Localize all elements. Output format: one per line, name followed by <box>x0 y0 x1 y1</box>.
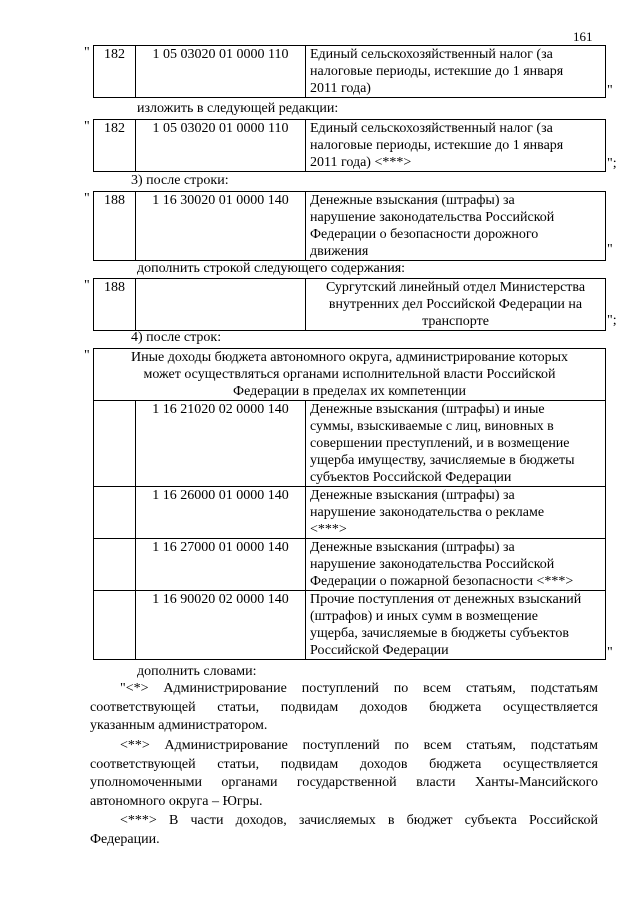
close-quote: " <box>607 242 613 257</box>
table-row <box>94 487 606 539</box>
income-name-line: Единый сельскохозяйственный налог (за <box>310 121 553 136</box>
income-name-line: нарушение законодательства Российской <box>310 210 555 225</box>
open-quote: " <box>84 348 90 363</box>
section-heading-line: Федерации в пределах их компетенции <box>233 384 466 399</box>
footnote-line: уполномоченными органами государственной власти Ханты-Мансийского <box>90 775 598 790</box>
income-name-line: 2011 года) <***> <box>310 155 412 170</box>
page-number: 161 <box>573 29 593 44</box>
close-quote-semicolon: "; <box>607 156 617 171</box>
table-block-5 <box>93 348 606 660</box>
income-name-line: 2011 года) <box>310 81 371 96</box>
table-row <box>94 591 606 660</box>
instruction-text: дополнить строкой следующего содержания: <box>137 261 406 276</box>
instruction-text: дополнить словами: <box>137 664 257 679</box>
footnote-line: указанным администратором. <box>90 718 268 733</box>
income-name <box>306 192 606 261</box>
income-name-line: налоговые периоды, истекшие до 1 января <box>310 138 564 153</box>
kbk-code: 1 16 90020 02 0000 140 <box>136 591 306 660</box>
table-row <box>94 539 606 591</box>
kbk-code: 1 16 21020 02 0000 140 <box>136 401 306 487</box>
instruction-text: изложить в следующей редакции: <box>137 101 339 116</box>
income-name-line: нарушение законодательства о рекламе <box>310 505 545 520</box>
kbk-code <box>136 279 306 331</box>
row-number <box>94 591 136 660</box>
section-heading-line: может осуществляться органами исполнительной власти Российской <box>143 367 556 382</box>
income-name-line: Российской Федерации <box>310 643 449 658</box>
section-heading <box>94 349 606 401</box>
open-quote: " <box>84 119 90 134</box>
close-quote-semicolon: "; <box>607 313 617 328</box>
instruction-text: 3) после строки: <box>131 173 229 188</box>
income-name-line: Денежные взыскания (штрафы) за <box>310 540 515 555</box>
table-row <box>94 401 606 487</box>
footnote-line: автономного округа – Югры. <box>90 793 263 809</box>
table-block-4 <box>93 278 606 331</box>
income-name <box>306 591 606 660</box>
income-name-line: Единый сельскохозяйственный налог (за <box>310 47 553 62</box>
income-name-line: Прочие поступления от денежных взысканий <box>310 592 582 607</box>
income-name <box>306 120 606 172</box>
income-name-line: движения <box>310 244 369 259</box>
income-name <box>306 487 606 539</box>
close-quote: " <box>607 83 613 98</box>
income-name-line: суммы, взыскиваемые с лиц, виновных в <box>310 419 554 434</box>
income-name-line: налоговые периоды, истекшие до 1 января <box>310 64 564 79</box>
row-number: 182 <box>94 46 136 98</box>
footnote-paragraph <box>90 680 598 736</box>
open-quote: " <box>84 278 90 293</box>
row-number: 188 <box>94 192 136 261</box>
income-name-line: Денежные взыскания (штрафы) за <box>310 488 515 503</box>
kbk-code: 1 16 27000 01 0000 140 <box>136 539 306 591</box>
income-name-line: Федерации о безопасности дорожного <box>310 227 539 242</box>
footnote-line: <**> Администрирование поступлений по всем статьям, подстатьям <box>120 738 598 753</box>
kbk-code: 1 05 03020 01 0000 110 <box>136 46 306 98</box>
table-block-1 <box>93 45 606 98</box>
open-quote: " <box>84 191 90 206</box>
income-name-line: Денежные взыскания (штрафы) и иные <box>310 402 545 417</box>
income-name <box>306 401 606 487</box>
row-number <box>94 401 136 487</box>
kbk-code: 1 16 30020 01 0000 140 <box>136 192 306 261</box>
income-name-line: Федерации о пожарной безопасности <***> <box>310 574 574 589</box>
footnote-line: Федерации. <box>90 831 160 847</box>
income-name <box>306 46 606 98</box>
table-header-row <box>94 349 606 401</box>
table-block-2 <box>93 119 606 172</box>
row-number <box>94 487 136 539</box>
income-name-line: Денежные взыскания (штрафы) за <box>310 193 515 208</box>
income-name-line: ущерба имуществу, зачисляемые в бюджеты <box>310 453 575 468</box>
administrator-name-line: транспорте <box>422 314 489 329</box>
footnote-line: "<*> Администрирование поступлений по всем статьям, подстатьям <box>120 681 598 696</box>
income-name-line: субъектов Российской Федерации <box>310 470 512 485</box>
table-row <box>94 192 606 261</box>
footnote-line: соответствующей статьи, подвидам доходов бюджета осуществляется <box>90 699 598 715</box>
row-number <box>94 539 136 591</box>
table-row <box>94 279 606 331</box>
income-name-line: ущерба, зачисляемые в бюджеты субъектов <box>310 626 569 641</box>
row-number: 188 <box>94 279 136 331</box>
footnote-line: соответствующей статьи, подвидам доходов бюджета осуществляется <box>90 756 598 772</box>
table-row <box>94 120 606 172</box>
kbk-code: 1 16 26000 01 0000 140 <box>136 487 306 539</box>
income-name <box>306 539 606 591</box>
kbk-code: 1 05 03020 01 0000 110 <box>136 120 306 172</box>
income-name-line: <***> <box>310 522 347 537</box>
administrator-name-line: внутренних дел Российской Федерации на <box>328 297 583 312</box>
footnote-paragraph <box>90 812 598 849</box>
open-quote: " <box>84 45 90 60</box>
administrator-name <box>306 279 606 331</box>
income-name-line: нарушение законодательства Российской <box>310 557 555 572</box>
table-row <box>94 46 606 98</box>
section-heading-line: Иные доходы бюджета автономного округа, администрирование которых <box>131 350 569 365</box>
footnote-paragraph <box>90 737 598 811</box>
instruction-text: 4) после строк: <box>131 330 222 345</box>
income-name-line: (штрафов) и иных сумм в возмещение <box>310 609 538 624</box>
close-quote: " <box>607 645 613 660</box>
footnote-line: <***> В части доходов, зачисляемых в бюджет субъекта Российской <box>120 813 598 828</box>
administrator-name-line: Сургутский линейный отдел Министерства <box>325 280 586 295</box>
table-block-3 <box>93 191 606 261</box>
row-number: 182 <box>94 120 136 172</box>
income-name-line: совершении преступлений, и в возмещение <box>310 436 570 451</box>
